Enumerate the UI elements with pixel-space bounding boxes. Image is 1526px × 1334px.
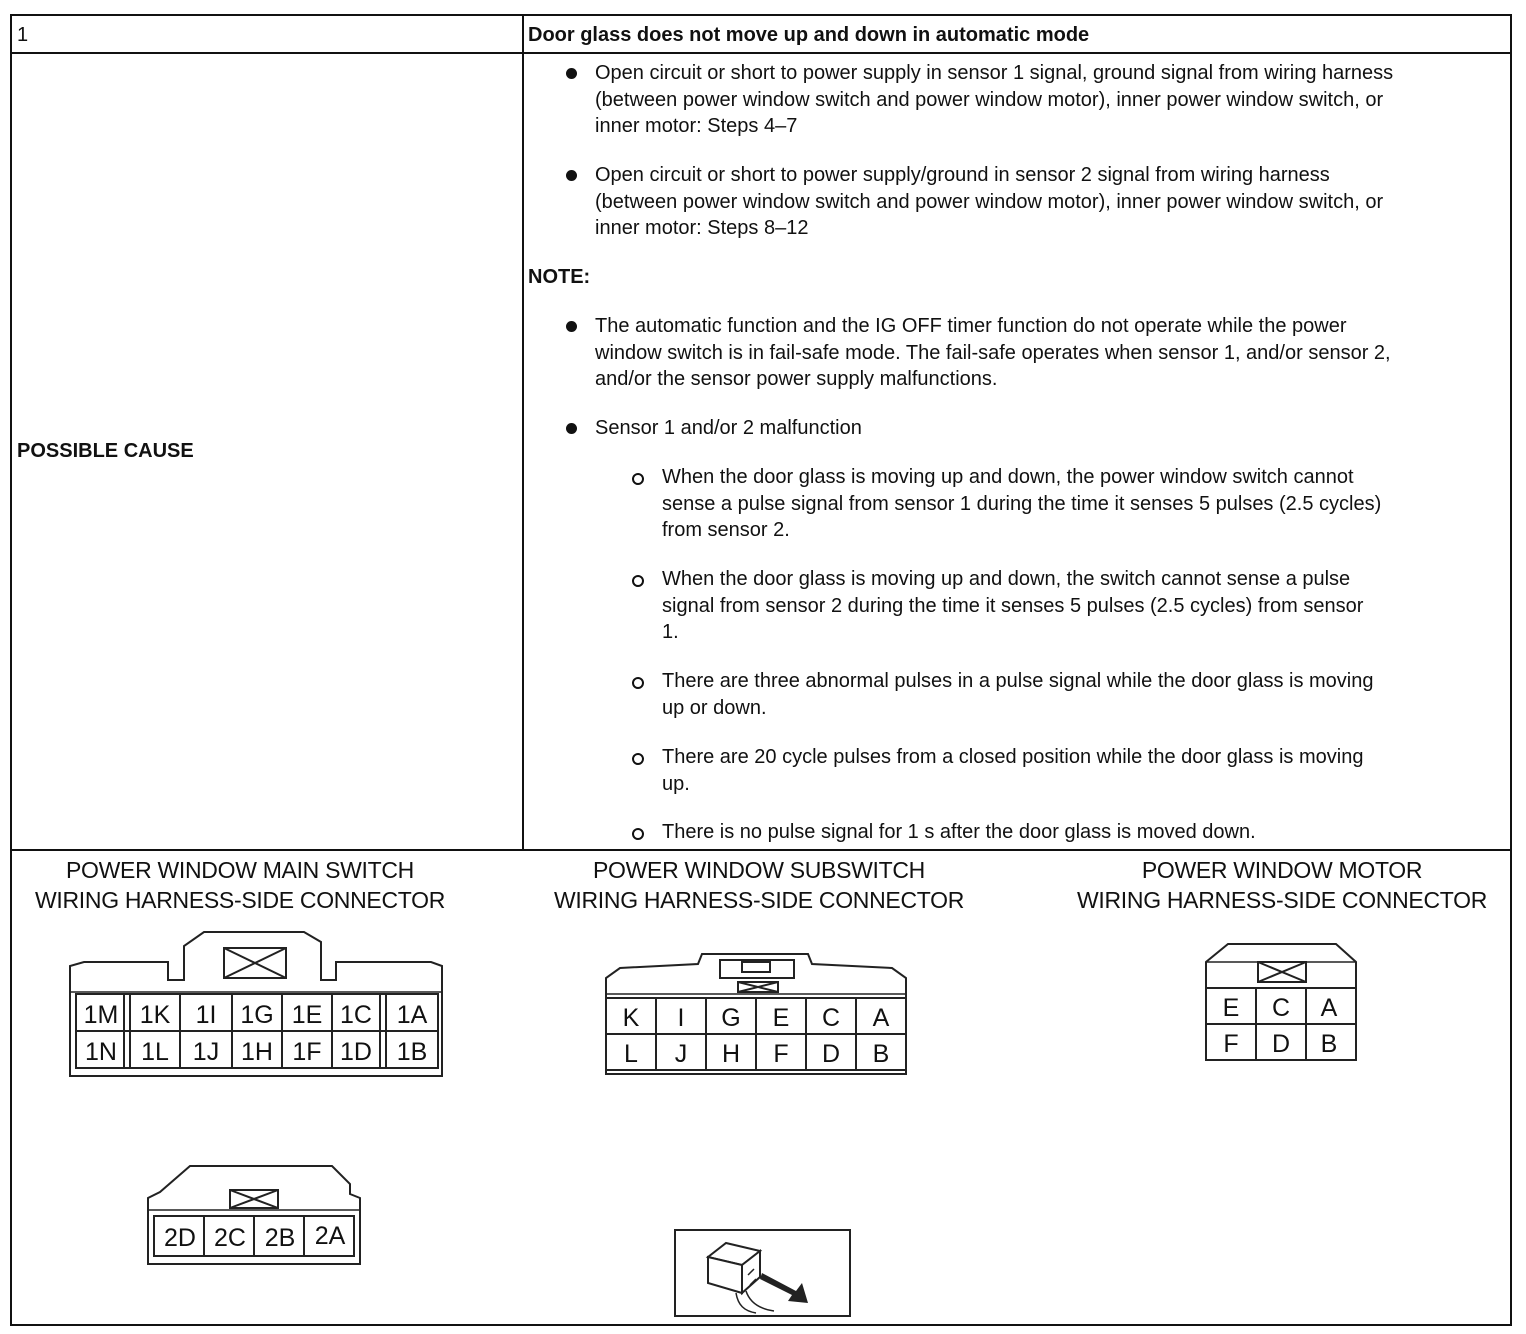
pin-label: 1J <box>192 1038 220 1066</box>
pin-label: J <box>674 1040 688 1068</box>
pin-label: L <box>624 1040 638 1068</box>
pin-label: F <box>773 1040 789 1068</box>
table-column-divider <box>522 14 524 850</box>
bullet-ring <box>632 677 644 689</box>
bullet-ring <box>632 753 644 765</box>
pin-label: 1G <box>240 1001 274 1029</box>
pin-label: 2B <box>264 1224 296 1252</box>
subswitch-connector-diagram <box>602 950 912 1089</box>
pin-label: E <box>772 1004 790 1032</box>
bullet-dot <box>566 170 577 181</box>
pin-label: C <box>1271 994 1291 1022</box>
bullet-ring <box>632 828 644 840</box>
possible-cause-label: POSSIBLE CAUSE <box>17 440 194 462</box>
pin-label: B <box>1320 1030 1338 1058</box>
pin-label: C <box>821 1004 841 1032</box>
pin-label: 1E <box>291 1001 323 1029</box>
bullet-dot <box>566 423 577 434</box>
pin-label: 1L <box>141 1038 169 1066</box>
bullet-ring <box>632 575 644 587</box>
pin-label: G <box>721 1004 741 1032</box>
pin-label: 1A <box>396 1001 428 1029</box>
bullet-dot <box>566 68 577 79</box>
symptom-title: Door glass does not move up and down in automatic mode <box>528 24 1090 46</box>
pin-label: D <box>1271 1030 1291 1058</box>
pin-label: D <box>821 1040 841 1068</box>
pin-label: 1F <box>292 1038 322 1066</box>
pin-label: B <box>872 1040 890 1068</box>
motor-connector-title: POWER WINDOW MOTOR WIRING HARNESS-SIDE CONNECTOR <box>1076 857 1488 913</box>
main-switch-2-connector-diagram <box>144 1162 364 1275</box>
table-header-divider <box>10 52 1512 54</box>
pin-label: 2A <box>314 1222 346 1250</box>
connector-probe-illustration <box>674 1229 852 1322</box>
subswitch-connector-title: POWER WINDOW SUBSWITCH WIRING HARNESS-SIDE CONNECTOR <box>553 857 965 913</box>
pin-label: I <box>677 1004 685 1032</box>
pin-label: E <box>1222 994 1240 1022</box>
pin-label: 1K <box>139 1001 171 1029</box>
bullet-ring <box>632 473 644 485</box>
pin-label: 1B <box>396 1038 428 1066</box>
table-bottom-divider <box>10 849 1512 851</box>
note-label: NOTE: <box>528 266 591 288</box>
pin-label: F <box>1223 1030 1239 1058</box>
main-switch-connector-title: POWER WINDOW MAIN SWITCH WIRING HARNESS-SIDE CONNECTOR <box>34 857 446 913</box>
main-switch-connector-diagram <box>66 928 448 1089</box>
pin-label: 1I <box>195 1001 217 1029</box>
pin-label: 1C <box>340 1001 372 1029</box>
row-number: 1 <box>17 24 29 46</box>
pin-label: 1H <box>241 1038 273 1066</box>
pin-label: H <box>721 1040 741 1068</box>
pin-label: K <box>622 1004 640 1032</box>
pin-label: 2C <box>214 1224 246 1252</box>
pin-label: A <box>1320 994 1338 1022</box>
bullet-dot <box>566 321 577 332</box>
pin-label: 1N <box>85 1038 117 1066</box>
pin-label: 1M <box>83 1001 119 1029</box>
pin-label: 1D <box>340 1038 372 1066</box>
pin-label: A <box>872 1004 890 1032</box>
motor-connector-diagram <box>1202 940 1362 1071</box>
pin-label: 2D <box>164 1224 196 1252</box>
